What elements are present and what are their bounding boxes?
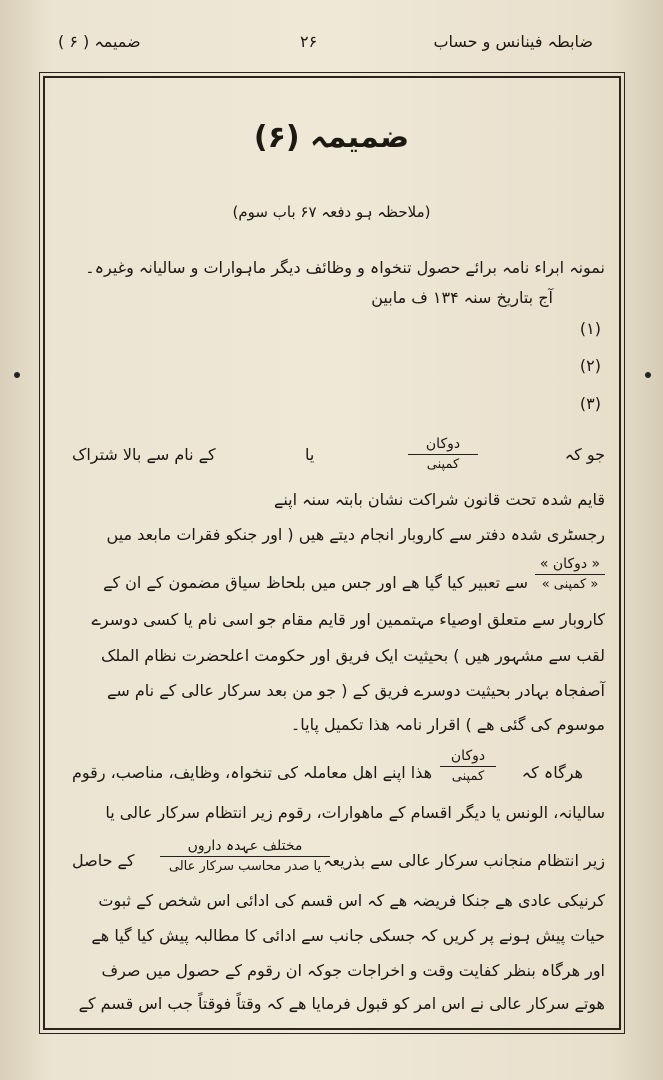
date-line: آج بتاریخ سنہ ۱۳۴ ف مابین	[371, 288, 553, 307]
fraction-bottom: کمپنی	[426, 457, 460, 472]
fraction-top: دوکان	[408, 436, 478, 455]
annex-heading: ضمیمہ (۶)	[253, 120, 410, 155]
para2-line1-start: ھرگاہ کہ	[521, 763, 583, 782]
list-item-3: (۳)	[579, 394, 601, 413]
para1-line1-end: کے نام سے بالا شتراک	[72, 445, 216, 464]
margin-dot	[645, 372, 651, 378]
page-number: ۲۶	[300, 32, 318, 51]
para2-line: ھوتے سرکار عالی نے اس امر کو قبول فرمایا ھے کہ وقتاً فوقتاً جب اس قسم کے	[78, 994, 605, 1013]
fraction-top: دوکان	[440, 748, 496, 767]
annex-reference: (ملاحظہ ہو دفعہ ۶۷ باب سوم)	[232, 203, 431, 221]
list-item-2: (۲)	[579, 356, 601, 375]
para2-line: سالیانہ، الونس یا دیگر اقسام کے ماھوارات، رقوم زیر انتظام سرکار عالی یا	[105, 803, 605, 822]
para2-line: حیات پیش ہونے پر کریں کہ جسکی جانب سے ادائی کا مطالبہ پیش کیا گیا ھے	[91, 926, 605, 945]
running-header-title: ضابطہ فینانس و حساب	[433, 32, 593, 51]
para1-line: لقب سے مشہور ھیں ) بحیثیت ایک فریق اور حکومت اعلحضرت نظام الملک	[101, 646, 605, 665]
list-item-1: (۱)	[579, 319, 601, 338]
para1-line: کاروبار سے متعلق اوصیاء مہتممین اور قایم مقام جو اسی نام یا کسی دوسرے	[91, 610, 605, 629]
fraction-top: « دوکان »	[535, 556, 605, 575]
para2-line3-end: کے حاصل	[72, 851, 135, 870]
para2-line1-end: ھذا اپنے اھل معاملہ کی تنخواہ، وظایف، مناصب، رقوم	[72, 763, 433, 782]
para1-line1-start: جو کہ	[564, 445, 605, 464]
para1-line: موسوم کی گئی ھے ) اقرار نامہ ھذا تکمیل پایا۔	[290, 715, 605, 734]
para1-line: قایم شدہ تحت قانون شراکت نشان بابتہ سنہ اپنے	[273, 490, 605, 509]
para1-line1-or: یا	[305, 445, 315, 464]
para2-line3-start: زیر انتظام منجانب سرکار عالی سے بذریعہ	[323, 851, 605, 870]
running-header-annex: ضمیمہ ( ۶ )	[58, 32, 141, 51]
para1-line: رجسٹری شدہ دفتر سے کاروبار انجام دیتے ھیں ( اور جنکو فقرات مابعد میں	[106, 525, 605, 544]
fraction-bottom: یا صدر محاسب سرکار عالی	[168, 859, 322, 874]
margin-dot	[14, 372, 20, 378]
para2-line: کرنیکی عادی ھے جنکا فریضہ ھے کہ اس قسم کی ادائی اس شخص کے ثبوت	[98, 891, 605, 910]
para2-line: اور ھرگاہ بنظر کفایت وقت و اخراجات جوکہ ان رقوم کے حصول میں صرف	[101, 961, 605, 980]
fraction-shop-company	[440, 748, 496, 784]
para1-line: آصفجاہ بہادر بحیثیت دوسرے فریق کے ( جو من بعد سرکار عالی کے نام سے	[107, 681, 605, 700]
fraction-bottom: کمپنی	[451, 769, 485, 784]
fraction-bottom: « کمپنی »	[541, 577, 599, 592]
fraction-shop-company	[408, 436, 478, 472]
fraction-quoted-shop-company	[535, 556, 605, 592]
para1-line: سے تعبیر کیا گیا ھے اور جس میں بلحاظ سیاق مضمون کے ان کے	[103, 573, 528, 592]
intro-line: نمونہ ابراء نامہ برائے حصول تنخواہ و وظائف دیگر ماہوارات و سالیانہ وغیرہ۔	[85, 258, 605, 277]
fraction-top: مختلف عہدہ داروں	[160, 838, 330, 857]
fraction-officers	[160, 838, 330, 874]
